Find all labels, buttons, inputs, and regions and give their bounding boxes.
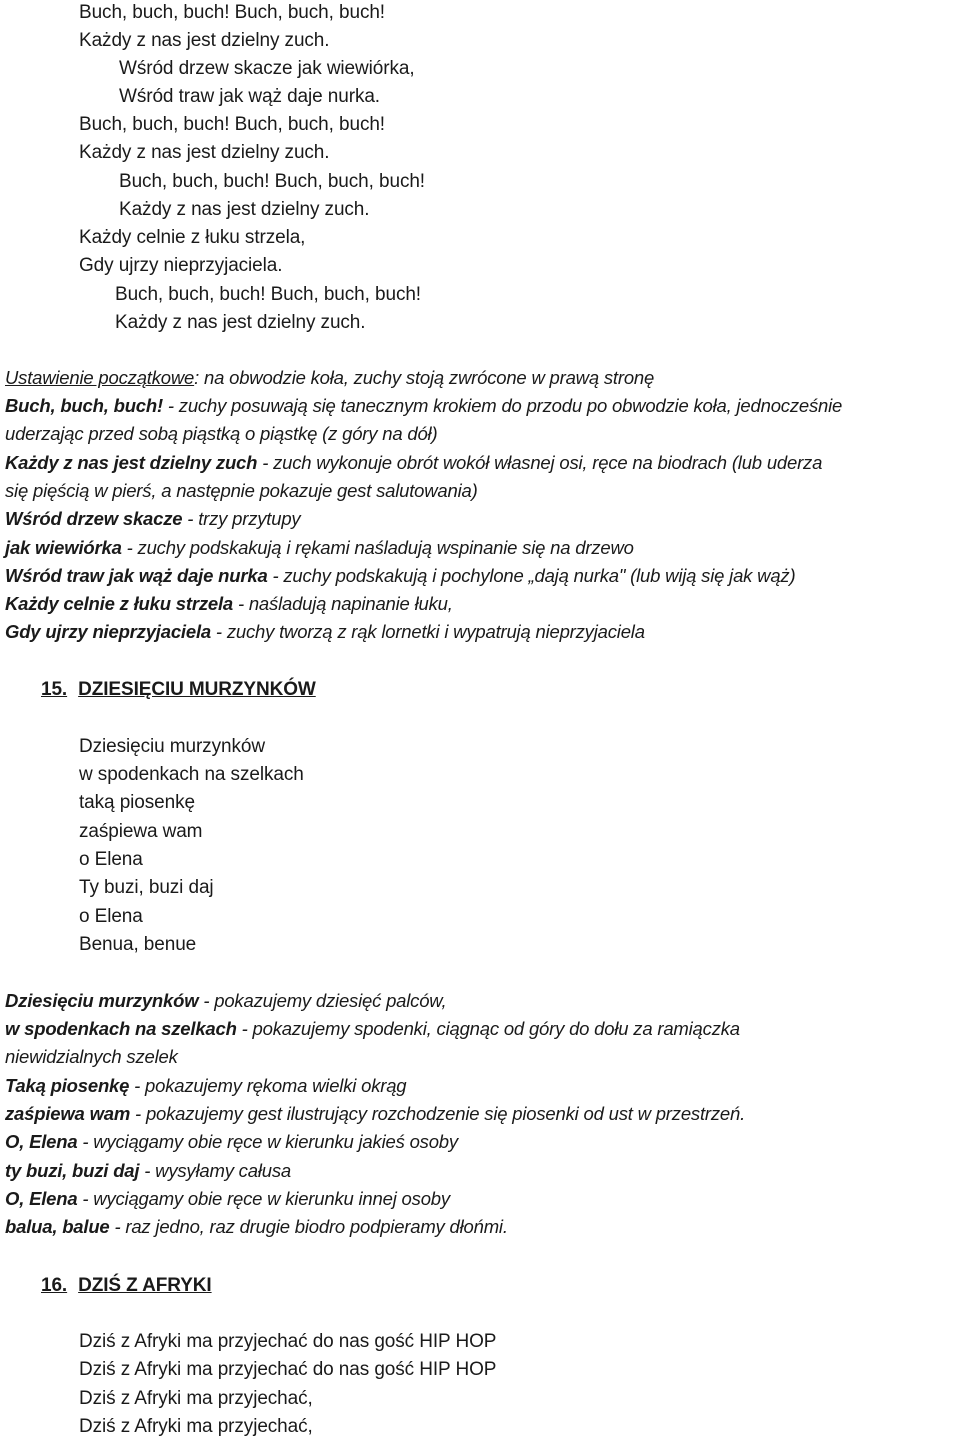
lyric-line: Buch, buch, buch! Buch, buch, buch!: [115, 284, 421, 305]
instruction-text: - naśladują napinanie łuku,: [233, 593, 453, 614]
instruction-text: się pięścią w pierś, a następnie pokazuje gest salutowania): [5, 480, 478, 501]
section-title: DZIESIĘCIU MURZYNKÓW: [78, 679, 316, 700]
lyric-line: Każdy celnie z łuku strzela,: [79, 227, 306, 248]
lyric-line: Każdy z nas jest dzielny zuch.: [79, 30, 330, 51]
lyric-line: Dziesięciu murzynków: [79, 736, 265, 757]
lyric-line: o Elena: [79, 849, 143, 870]
instruction-text: - zuchy podskakują i pochylone „dają nurka" (lub wiją się jak wąż): [267, 565, 796, 586]
instruction-cue: Każdy celnie z łuku strzela: [5, 593, 233, 614]
instruction-text: - zuchy podskakują i rękami naśladują wspinanie się na drzewo: [121, 537, 634, 558]
instruction-cue: Wśród traw jak wąż daje nurka: [5, 565, 268, 586]
instruction-cue: O, Elena: [5, 1188, 78, 1209]
instruction-text: - pokazujemy gest ilustrujący rozchodzenie się piosenki od ust w przestrzeń.: [130, 1103, 746, 1124]
instruction-line: [5, 623, 645, 642]
instruction-line: [5, 1218, 508, 1237]
instruction-line: [5, 992, 446, 1011]
lyric-line: Wśród drzew skacze jak wiewiórka,: [119, 58, 415, 79]
lyric-line: Każdy z nas jest dzielny zuch.: [79, 142, 330, 163]
instruction-text: - pokazujemy spodenki, ciągnąc od góry do dołu za ramiączka: [236, 1018, 740, 1039]
instruction-text: - zuch wykonuje obrót wokół własnej osi, ręce na biodrach (lub uderza: [257, 452, 823, 473]
instruction-line: [5, 595, 453, 614]
section-number: 15.: [41, 679, 68, 700]
instruction-line: [5, 1162, 291, 1181]
instruction-cue: ty buzi, buzi daj: [5, 1160, 140, 1181]
start-position-label: Ustawienie początkowe: [5, 367, 195, 388]
instruction-line: [5, 454, 822, 473]
lyric-line: Dziś z Afryki ma przyjechać,: [79, 1388, 313, 1409]
instruction-text: - zuchy posuwają się tanecznym krokiem do przodu po obwodzie koła, jednocześnie: [162, 395, 843, 416]
instruction-line: [5, 1077, 406, 1096]
instruction-cue: Każdy z nas jest dzielny zuch: [5, 452, 258, 473]
lyric-line: Benua, benue: [79, 934, 197, 955]
song15-heading: [41, 680, 316, 699]
instruction-line: [5, 539, 634, 558]
lyric-line: Wśród traw jak wąż daje nurka.: [119, 86, 380, 107]
instruction-line: [5, 1190, 450, 1209]
instruction-line: [5, 1020, 740, 1039]
lyric-line: w spodenkach na szelkach: [79, 764, 304, 785]
instruction-line: [5, 369, 654, 388]
instruction-text: - wysyłamy całusa: [139, 1160, 291, 1181]
instruction-text: - raz jedno, raz drugie biodro podpieramy dłońmi.: [109, 1216, 508, 1237]
instruction-cue: balua, balue: [5, 1216, 110, 1237]
lyric-line: Buch, buch, buch! Buch, buch, buch!: [79, 114, 385, 135]
instruction-cue: zaśpiewa wam: [5, 1103, 131, 1124]
song16-heading: [41, 1276, 212, 1295]
instruction-cue: w spodenkach na szelkach: [5, 1018, 237, 1039]
instruction-line: [5, 510, 300, 529]
lyric-line: Buch, buch, buch! Buch, buch, buch!: [79, 2, 385, 23]
instruction-cue: Wśród drzew skacze: [5, 508, 183, 529]
instruction-line: [5, 1133, 458, 1152]
instruction-text: - pokazujemy rękoma wielki okrąg: [129, 1075, 407, 1096]
instruction-cue: Taką piosenkę: [5, 1075, 130, 1096]
instruction-text: - zuchy tworzą z rąk lornetki i wypatrują nieprzyjaciela: [210, 621, 645, 642]
instruction-line: [5, 425, 437, 444]
instruction-line: [5, 1048, 178, 1067]
lyric-line: zaśpiewa wam: [79, 821, 203, 842]
lyric-line: o Elena: [79, 906, 143, 927]
instruction-line: [5, 1105, 745, 1124]
instruction-text: - pokazujemy dziesięć palców,: [198, 990, 447, 1011]
lyric-line: taką piosenkę: [79, 792, 195, 813]
instruction-cue: jak wiewiórka: [5, 537, 122, 558]
instruction-text: - wyciągamy obie ręce w kierunku innej osoby: [77, 1188, 450, 1209]
section-title: DZIŚ Z AFRYKI: [78, 1275, 212, 1296]
instruction-text: - wyciągamy obie ręce w kierunku jakieś osoby: [77, 1131, 458, 1152]
lyric-line: Ty buzi, buzi daj: [79, 877, 214, 898]
lyric-line: Gdy ujrzy nieprzyjaciela.: [79, 255, 283, 276]
instruction-cue: Dziesięciu murzynków: [5, 990, 199, 1011]
lyric-line: Buch, buch, buch! Buch, buch, buch!: [119, 171, 425, 192]
lyric-line: Każdy z nas jest dzielny zuch.: [115, 312, 366, 333]
instruction-line: [5, 567, 795, 586]
instruction-cue: Buch, buch, buch!: [5, 395, 163, 416]
lyric-line: Dziś z Afryki ma przyjechać do nas gość HIP HOP: [79, 1359, 497, 1380]
section-number: 16.: [41, 1275, 68, 1296]
instruction-line: [5, 482, 478, 501]
instruction-line: [5, 397, 842, 416]
lyric-line: Każdy z nas jest dzielny zuch.: [119, 199, 370, 220]
instruction-text: - trzy przytupy: [182, 508, 301, 529]
instruction-cue: Gdy ujrzy nieprzyjaciela: [5, 621, 211, 642]
instruction-text: niewidzialnych szelek: [5, 1046, 178, 1067]
lyric-line: Dziś z Afryki ma przyjechać,: [79, 1416, 313, 1437]
lyric-line: Dziś z Afryki ma przyjechać do nas gość HIP HOP: [79, 1331, 497, 1352]
instruction-text: uderzając przed sobą piąstką o piąstkę (z góry na dół): [5, 423, 438, 444]
instruction-cue: O, Elena: [5, 1131, 78, 1152]
instruction-text: : na obwodzie koła, zuchy stoją zwrócone w prawą stronę: [194, 367, 655, 388]
